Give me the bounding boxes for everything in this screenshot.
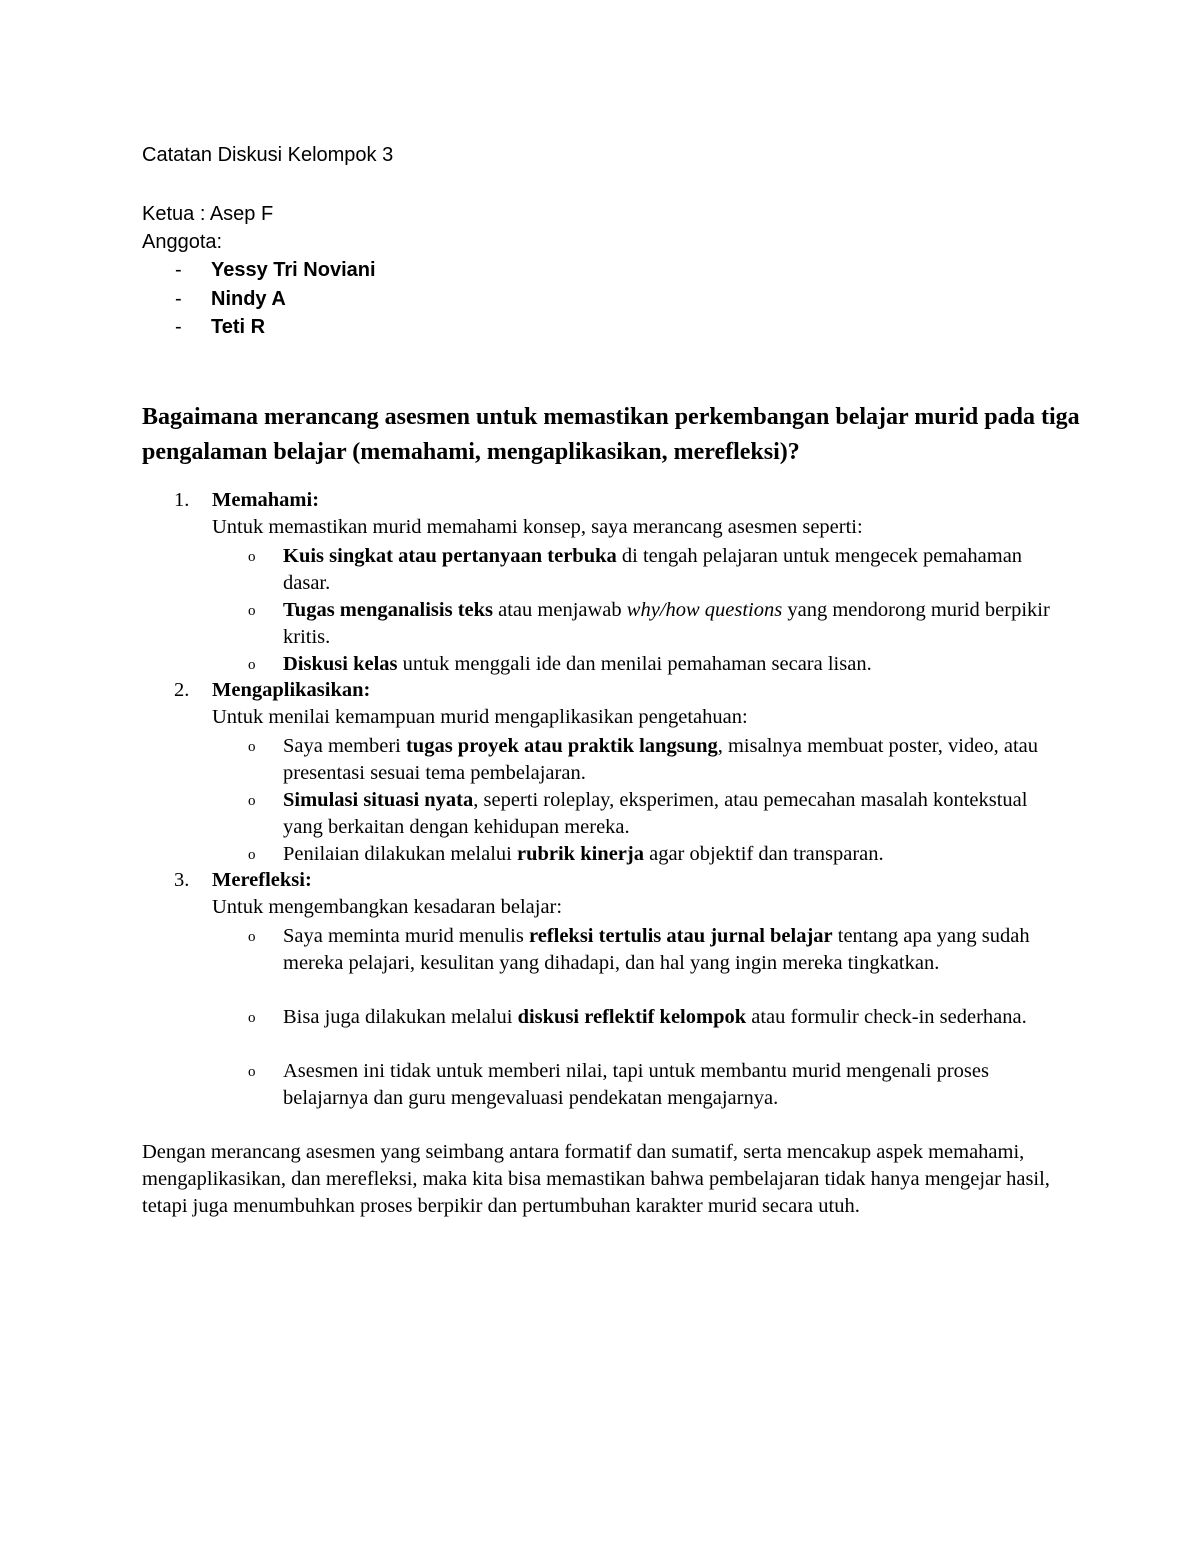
section-intro: Untuk menilai kemampuan murid mengaplikasikan pengetahuan: xyxy=(212,706,748,728)
list-item-text: Bisa juga dilakukan melalui diskusi reflektif kelompok atau formulir check-in sederhana. xyxy=(283,1006,1027,1028)
list-item-text: Saya meminta murid menulis refleksi tertulis atau jurnal belajar tentang apa yang sudah mereka pelajari, kesulitan yang dihadapi, dan hal yang ingin mereka tingkatkan. xyxy=(283,925,1030,974)
anggota-label: Anggota: xyxy=(142,231,223,253)
member-name: Nindy A xyxy=(211,288,286,310)
member-item xyxy=(175,259,376,282)
section-title: Merefleksi: xyxy=(212,869,312,891)
member-item xyxy=(175,316,265,339)
list-item-text: Kuis singkat atau pertanyaan terbuka di tengah pelajaran untuk mengecek pemahaman dasar. xyxy=(283,545,1023,594)
section-title: Mengaplikasikan: xyxy=(212,679,371,701)
section-intro: Untuk memastikan murid memahami konsep, saya merancang asesmen seperti: xyxy=(212,516,863,538)
list-item-text: Saya memberi tugas proyek atau praktik langsung, misalnya membuat poster, video, atau presentasi sesuai tema pembelajaran. xyxy=(283,735,1038,784)
circle-bullet-icon: o xyxy=(248,549,256,565)
circle-bullet-icon: o xyxy=(248,603,256,619)
circle-bullet-icon: o xyxy=(248,847,256,863)
section-intro: Untuk mengembangkan kesadaran belajar: xyxy=(212,896,563,918)
section-heading-mengaplikasikan xyxy=(174,679,370,702)
section-title: Memahami: xyxy=(212,489,320,511)
circle-bullet-icon: o xyxy=(248,1010,256,1026)
circle-bullet-icon: o xyxy=(248,657,256,673)
member-name: Yessy Tri Noviani xyxy=(211,259,376,281)
dash-bullet: - xyxy=(175,259,182,281)
list-item-text: Tugas menganalisis teks atau menjawab why/how questions yang mendorong murid berpikir kritis. xyxy=(283,599,1050,648)
question-heading: Bagaimana merancang asesmen untuk memastikan perkembangan belajar murid pada tiga pengalaman belajar (memahami, mengaplikasikan, merefleksi)? xyxy=(142,404,1080,465)
circle-bullet-icon: o xyxy=(248,929,256,945)
circle-bullet-icon: o xyxy=(248,739,256,755)
member-item xyxy=(175,288,286,311)
member-name: Teti R xyxy=(211,316,266,338)
circle-bullet-icon: o xyxy=(248,793,256,809)
dash-bullet: - xyxy=(175,288,182,310)
conclusion-paragraph: Dengan merancang asesmen yang seimbang antara formatif dan sumatif, serta mencakup aspek memahami, mengaplikasikan, dan merefleksi, maka kita bisa memastikan bahwa pembelajaran tidak hanya mengejar hasil, tetapi juga menumbuhkan proses berpikir dan pertumbuhan karakter murid secara utuh. xyxy=(142,1141,1050,1217)
section-number: 3. xyxy=(174,869,190,891)
section-number: 2. xyxy=(174,679,190,701)
document-title: Catatan Diskusi Kelompok 3 xyxy=(142,144,394,166)
list-item-text: Asesmen ini tidak untuk memberi nilai, tapi untuk membantu murid mengenali proses belajarnya dan guru mengevaluasi pendekatan mengajarnya. xyxy=(283,1060,989,1109)
section-heading-memahami xyxy=(174,489,319,512)
list-item-text: Simulasi situasi nyata, seperti roleplay, eksperimen, atau pemecahan masalah kontekstual yang berkaitan dengan kehidupan mereka. xyxy=(283,789,1028,838)
section-number: 1. xyxy=(174,489,190,511)
list-item-text: Diskusi kelas untuk menggali ide dan menilai pemahaman secara lisan. xyxy=(283,653,872,675)
ketua-line: Ketua : Asep F xyxy=(142,203,274,225)
list-item-text: Penilaian dilakukan melalui rubrik kinerja agar objektif dan transparan. xyxy=(283,843,884,865)
circle-bullet-icon: o xyxy=(248,1064,256,1080)
section-heading-merefleksi xyxy=(174,869,312,892)
dash-bullet: - xyxy=(175,316,182,338)
